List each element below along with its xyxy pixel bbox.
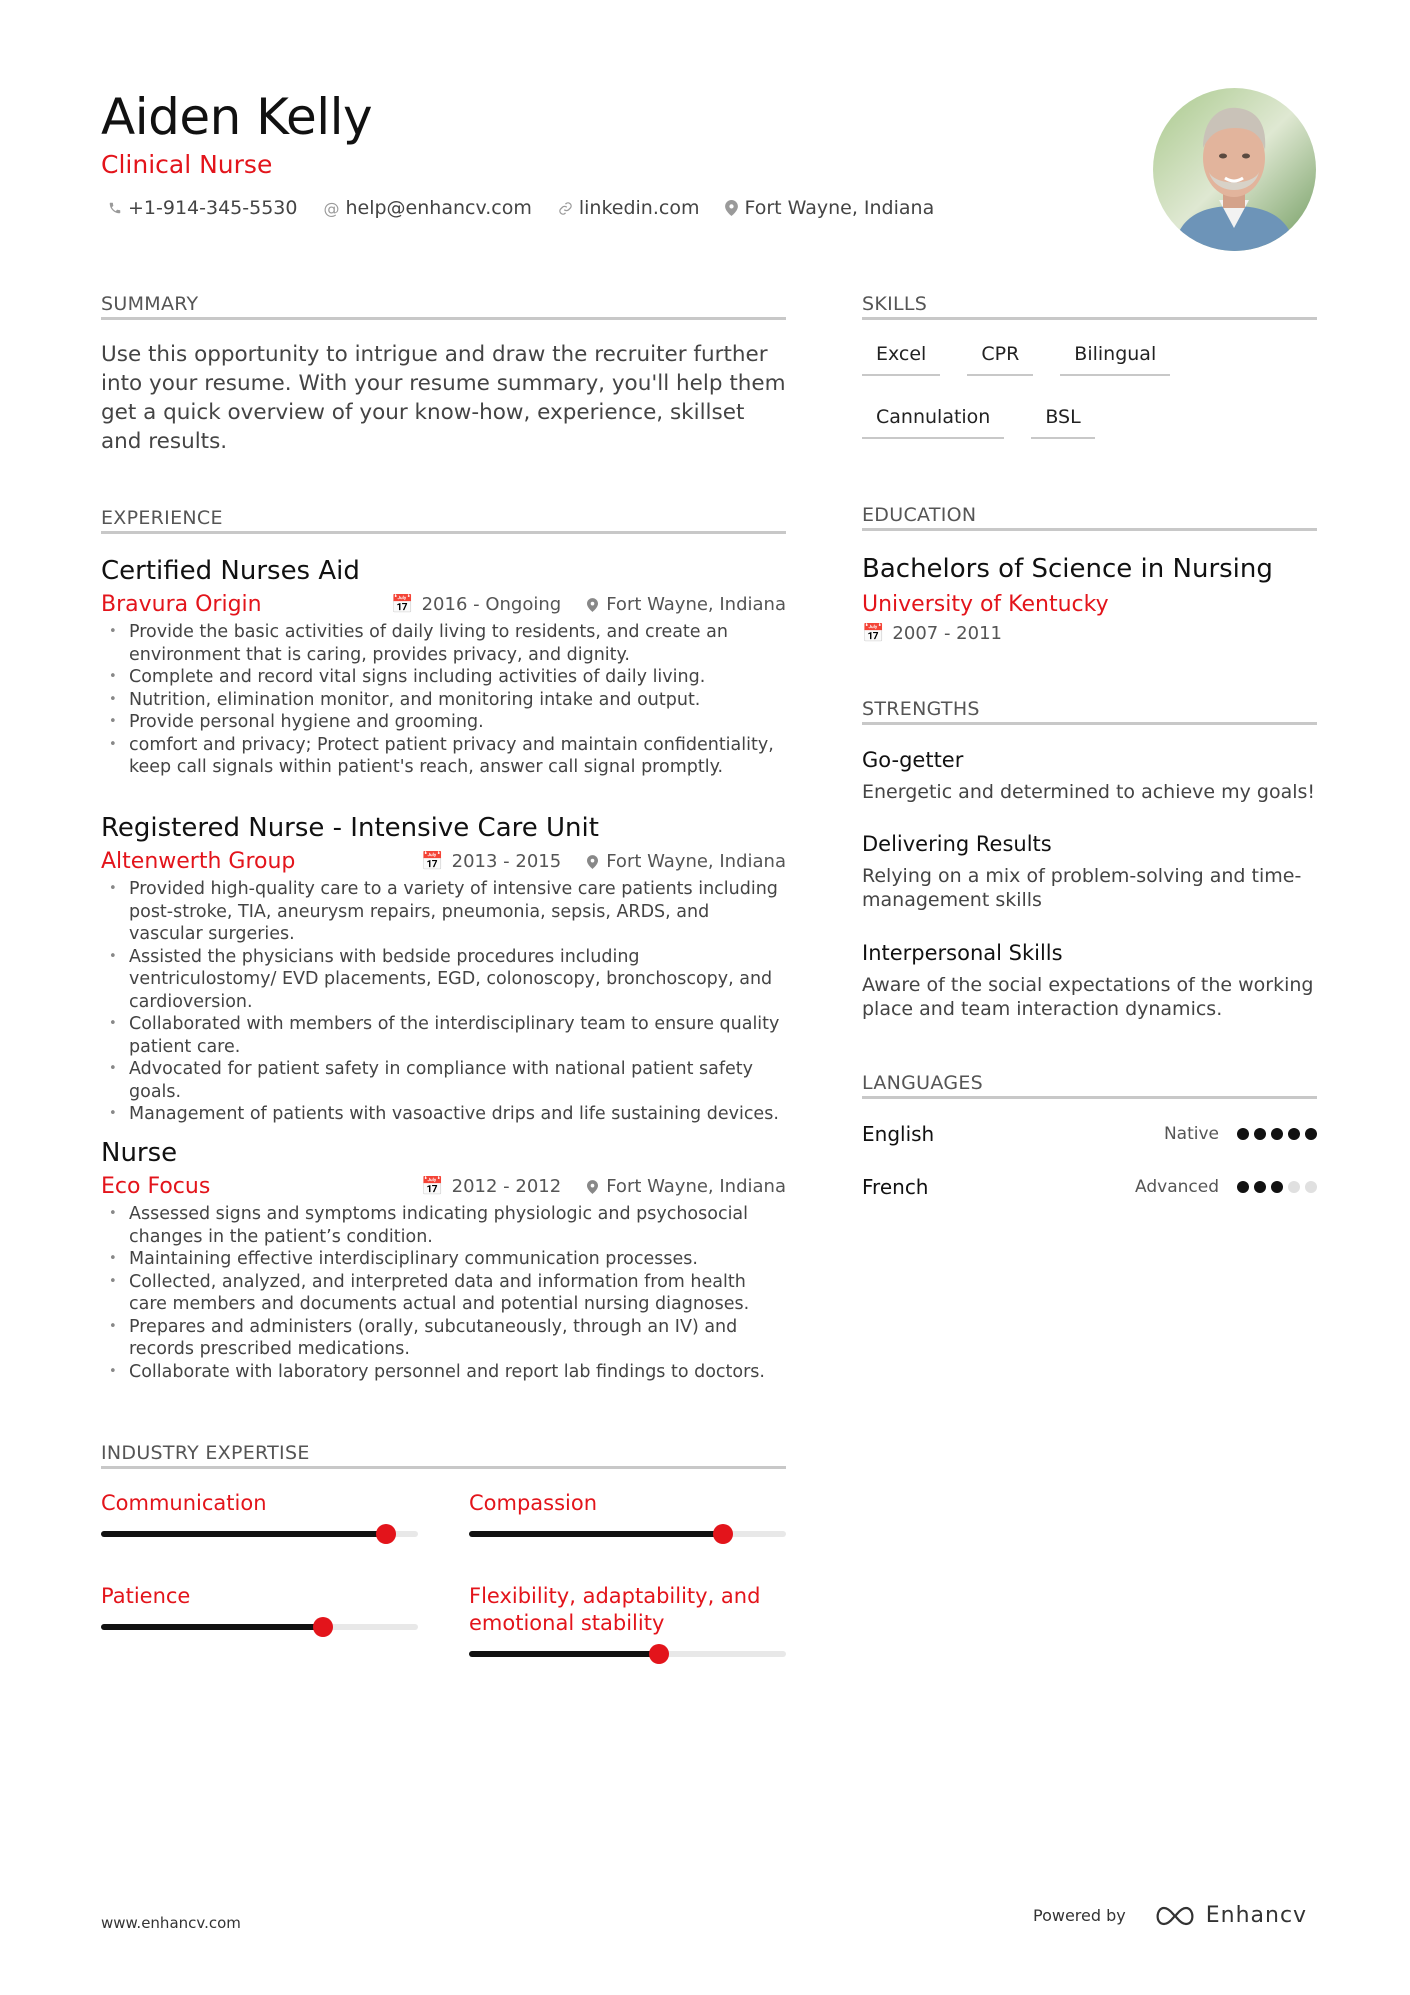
strength-item: [862, 832, 1317, 912]
language-name: English: [862, 1122, 935, 1146]
calendar-icon: 📅: [391, 594, 414, 615]
location-icon: [725, 200, 738, 216]
job-location: Fort Wayne, Indiana: [587, 594, 786, 615]
language-level: Advanced: [1135, 1177, 1219, 1197]
footer-branding: [1033, 1903, 1307, 1928]
expertise-item: [101, 1490, 418, 1537]
expertise-knob: [313, 1617, 333, 1637]
job-company: Bravura Origin: [101, 592, 262, 617]
powered-by-label: Powered by: [1033, 1906, 1126, 1925]
education-dates: 📅 2007 - 2011: [862, 623, 1002, 644]
rating-dot: [1288, 1128, 1300, 1140]
strength-desc: Aware of the social expectations of the working place and team interaction dynamics.: [862, 974, 1314, 1020]
skill-tag: BSL: [1031, 401, 1094, 439]
enhancv-logo[interactable]: [1152, 1903, 1307, 1928]
job-location: Fort Wayne, Indiana: [587, 851, 786, 872]
rating-dot: [1271, 1181, 1283, 1193]
job-title: Registered Nurse - Intensive Care Unit: [101, 813, 599, 843]
section-heading-experience: EXPERIENCE: [101, 507, 786, 534]
skill-tag: Cannulation: [862, 401, 1004, 439]
contact-linkedin[interactable]: [558, 197, 700, 219]
job-title: Nurse: [101, 1138, 178, 1168]
location-icon: [587, 598, 598, 612]
education-entry: [862, 554, 1317, 644]
job-bullets: [101, 621, 786, 779]
job-bullets: [101, 878, 786, 1126]
contact-location: [725, 197, 934, 219]
strength-title: Delivering Results: [862, 832, 1052, 856]
contact-linkedin-text: linkedin.com: [578, 197, 700, 219]
bullet-item: • Assisted the physicians with bedside procedures including ventriculostomy/ EVD placements, EGD, colonoscopy, bronchoscopy, and cardioversion.: [101, 946, 786, 1014]
section-heading-skills: SKILLS: [862, 293, 1317, 320]
education-school: University of Kentucky: [862, 592, 1109, 617]
rating-dot: [1271, 1128, 1283, 1140]
job-dates: 📅 2012 - 2012: [421, 1176, 562, 1197]
calendar-icon: 📅: [421, 851, 444, 872]
bullet-item: • Provide personal hygiene and grooming.: [101, 711, 786, 734]
contact-phone[interactable]: [108, 197, 297, 219]
summary-text: Use this opportunity to intrigue and draw the recruiter further into your resume. With your resume summary, you'll help them get a quick overview of your know-how, experience, skillset and results.: [101, 342, 786, 454]
section-heading-summary: SUMMARY: [101, 293, 786, 320]
expertise-slider: [101, 1531, 418, 1537]
language-row: [862, 1175, 1317, 1199]
contact-phone-text: +1-914-345-5530: [128, 197, 298, 219]
expertise-knob: [649, 1644, 669, 1664]
job-company: Eco Focus: [101, 1174, 211, 1199]
rating-dot: [1237, 1181, 1249, 1193]
skill-tag: CPR: [967, 338, 1033, 376]
expertise-fill: [101, 1624, 323, 1630]
strength-desc: Relying on a mix of problem-solving and time-management skills: [862, 865, 1302, 911]
expertise-fill: [469, 1531, 723, 1537]
expertise-item: [101, 1583, 418, 1630]
rating-dot: [1237, 1128, 1249, 1140]
expertise-label: Patience: [101, 1584, 191, 1608]
language-name: French: [862, 1175, 929, 1199]
expertise-fill: [101, 1531, 386, 1537]
job-dates: 📅 2013 - 2015: [421, 851, 562, 872]
bullet-item: • Maintaining effective interdisciplinary communication processes.: [101, 1248, 786, 1271]
language-level: Native: [1163, 1124, 1219, 1144]
candidate-name: Aiden Kelly: [101, 88, 373, 146]
location-icon: [587, 855, 598, 869]
link-icon: [558, 201, 573, 216]
footer-website[interactable]: www.enhancv.com: [101, 1914, 241, 1932]
bullet-item: • Complete and record vital signs including activities of daily living.: [101, 666, 786, 689]
contact-email-text: help@enhancv.com: [345, 197, 532, 219]
job-location: Fort Wayne, Indiana: [587, 1176, 786, 1197]
phone-icon: [108, 201, 122, 215]
experience-entry: [101, 813, 786, 1126]
bullet-item: • comfort and privacy; Protect patient privacy and maintain confidentiality, keep call signals within patient's reach, answer call signal promptly.: [101, 734, 786, 779]
expertise-slider: [469, 1651, 786, 1657]
bullet-item: • Advocated for patient safety in compliance with national patient safety goals.: [101, 1058, 786, 1103]
rating-dot: [1254, 1128, 1266, 1140]
strength-item: [862, 748, 1317, 804]
calendar-icon: 📅: [862, 623, 885, 644]
bullet-item: • Collaborate with laboratory personnel and report lab findings to doctors.: [101, 1361, 786, 1384]
skill-tag: Bilingual: [1060, 338, 1170, 376]
expertise-label: Flexibility, adaptability, and emotional stability: [469, 1584, 761, 1635]
language-row: [862, 1122, 1317, 1146]
strength-title: Interpersonal Skills: [862, 941, 1063, 965]
rating-dot: [1288, 1181, 1300, 1193]
language-rating: [1237, 1128, 1317, 1140]
bullet-item: • Provided high-quality care to a variety of intensive care patients including post-stroke, TIA, aneurysm repairs, pneumonia, sepsis, ARDS, and vascular surgeries.: [101, 878, 786, 946]
at-icon: @: [323, 198, 340, 218]
candidate-role: Clinical Nurse: [101, 150, 273, 179]
job-bullets: [101, 1203, 786, 1383]
experience-entry: [101, 556, 786, 779]
expertise-fill: [469, 1651, 659, 1657]
job-title: Certified Nurses Aid: [101, 556, 360, 586]
section-heading-strengths: STRENGTHS: [862, 698, 1317, 725]
job-company: Altenwerth Group: [101, 849, 296, 874]
rating-dot: [1254, 1181, 1266, 1193]
brand-name: Enhancv: [1205, 1903, 1308, 1928]
contact-email[interactable]: [323, 197, 531, 219]
section-heading-expertise: INDUSTRY EXPERTISE: [101, 1442, 786, 1469]
strength-item: [862, 941, 1317, 1021]
strength-desc: Energetic and determined to achieve my goals!: [862, 781, 1316, 803]
expertise-slider: [469, 1531, 786, 1537]
education-degree: Bachelors of Science in Nursing: [862, 554, 1273, 584]
contact-bar: [108, 197, 934, 219]
expertise-knob: [713, 1524, 733, 1544]
expertise-label: Compassion: [469, 1491, 598, 1515]
section-heading-languages: LANGUAGES: [862, 1072, 1317, 1099]
rating-dot: [1305, 1128, 1317, 1140]
bullet-item: • Prepares and administers (orally, subcutaneously, through an IV) and records prescribed medications.: [101, 1316, 786, 1361]
profile-photo: [1153, 88, 1316, 251]
bullet-item: • Collected, analyzed, and interpreted data and information from health care members and documents actual and potential nursing diagnoses.: [101, 1271, 786, 1316]
section-heading-education: EDUCATION: [862, 504, 1317, 531]
location-icon: [587, 1180, 598, 1194]
calendar-icon: 📅: [421, 1176, 444, 1197]
job-dates: 📅 2016 - Ongoing: [391, 594, 562, 615]
bullet-item: • Assessed signs and symptoms indicating physiologic and psychosocial changes in the patient’s condition.: [101, 1203, 786, 1248]
bullet-item: • Provide the basic activities of daily living to residents, and create an environment that is caring, provides privacy, and dignity.: [101, 621, 786, 666]
expertise-slider: [101, 1624, 418, 1630]
expertise-label: Communication: [101, 1491, 267, 1515]
expertise-item: [469, 1490, 786, 1537]
skill-tag: Excel: [862, 338, 940, 376]
enhancv-logo-icon: [1152, 1905, 1198, 1927]
bullet-item: • Nutrition, elimination monitor, and monitoring intake and output.: [101, 689, 786, 712]
language-rating: [1237, 1181, 1317, 1193]
bullet-item: • Management of patients with vasoactive drips and life sustaining devices.: [101, 1103, 786, 1126]
bullet-item: • Collaborated with members of the interdisciplinary team to ensure quality patient care.: [101, 1013, 786, 1058]
rating-dot: [1305, 1181, 1317, 1193]
contact-location-text: Fort Wayne, Indiana: [744, 197, 935, 219]
expertise-item: [469, 1583, 786, 1657]
experience-entry: [101, 1138, 786, 1383]
skills-list: [862, 338, 1322, 439]
strength-title: Go-getter: [862, 748, 964, 772]
expertise-knob: [376, 1524, 396, 1544]
